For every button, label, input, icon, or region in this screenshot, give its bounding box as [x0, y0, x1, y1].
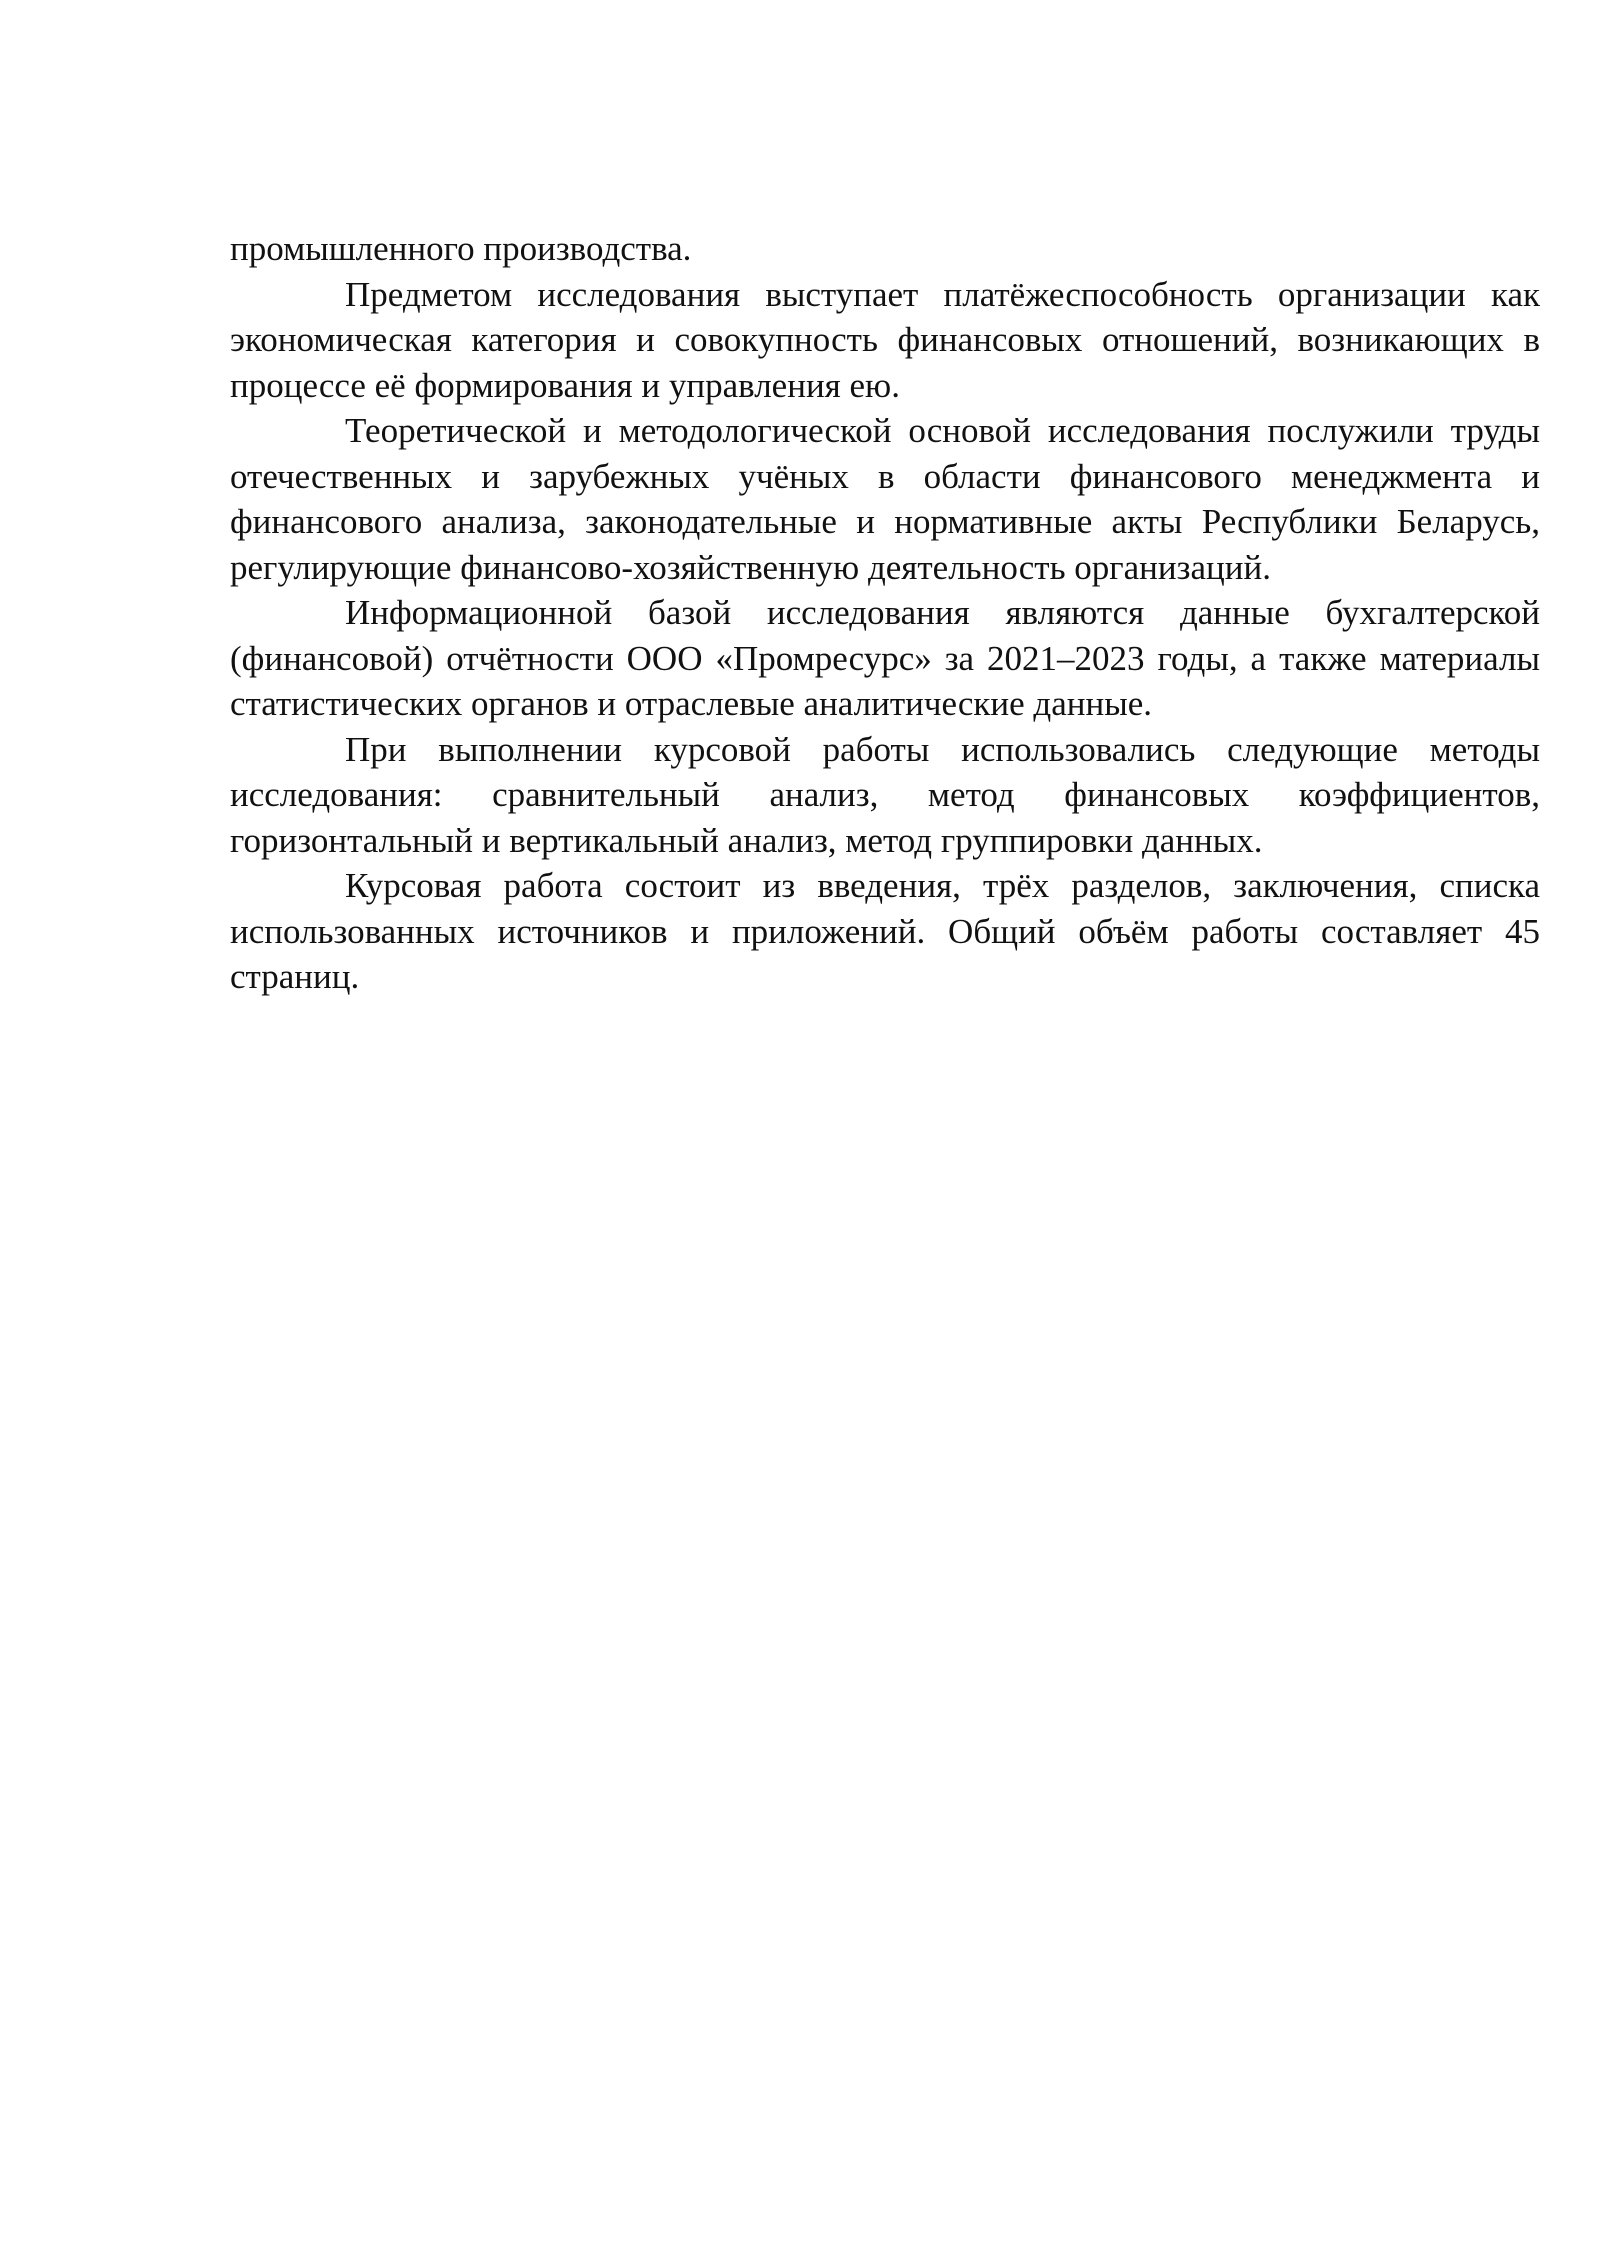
paragraph-information-base: Информационной базой исследования являются данные бухгалтерской (финансовой) отчётности ООО «Промресурс» за 2021–2023 годы, а также материалы статистических органов и отраслевые аналитические данные.: [230, 593, 1540, 723]
body-text: [230, 226, 1540, 1000]
paragraph-subject: Предметом исследования выступает платёжеспособность организации как экономическая категория и совокупность финансовых отношений, возникающих в процессе её формирования и управления ею.: [230, 274, 1540, 405]
paragraph-methods: При выполнении курсовой работы использовались следующие методы исследования: сравнительный анализ, метод финансовых коэффициентов, горизонтальный и вертикальный анализ, метод группировки данных.: [230, 729, 1540, 860]
paragraph-continuation: промышленного производства.: [230, 229, 692, 268]
paragraph-structure: Курсовая работа состоит из введения, трёх разделов, заключения, списка использованных источников и приложений. Общий объём работы составляет 45 страниц.: [230, 866, 1540, 996]
paragraph-theoretical-basis: Теоретической и методологической основой исследования послужили труды отечественных и зарубежных учёных в области финансового менеджмента и финансового анализа, законодательные и нормативные акты Республики Беларусь, регулирующие финансово-хозяйственную деятельность организаций.: [230, 411, 1540, 587]
